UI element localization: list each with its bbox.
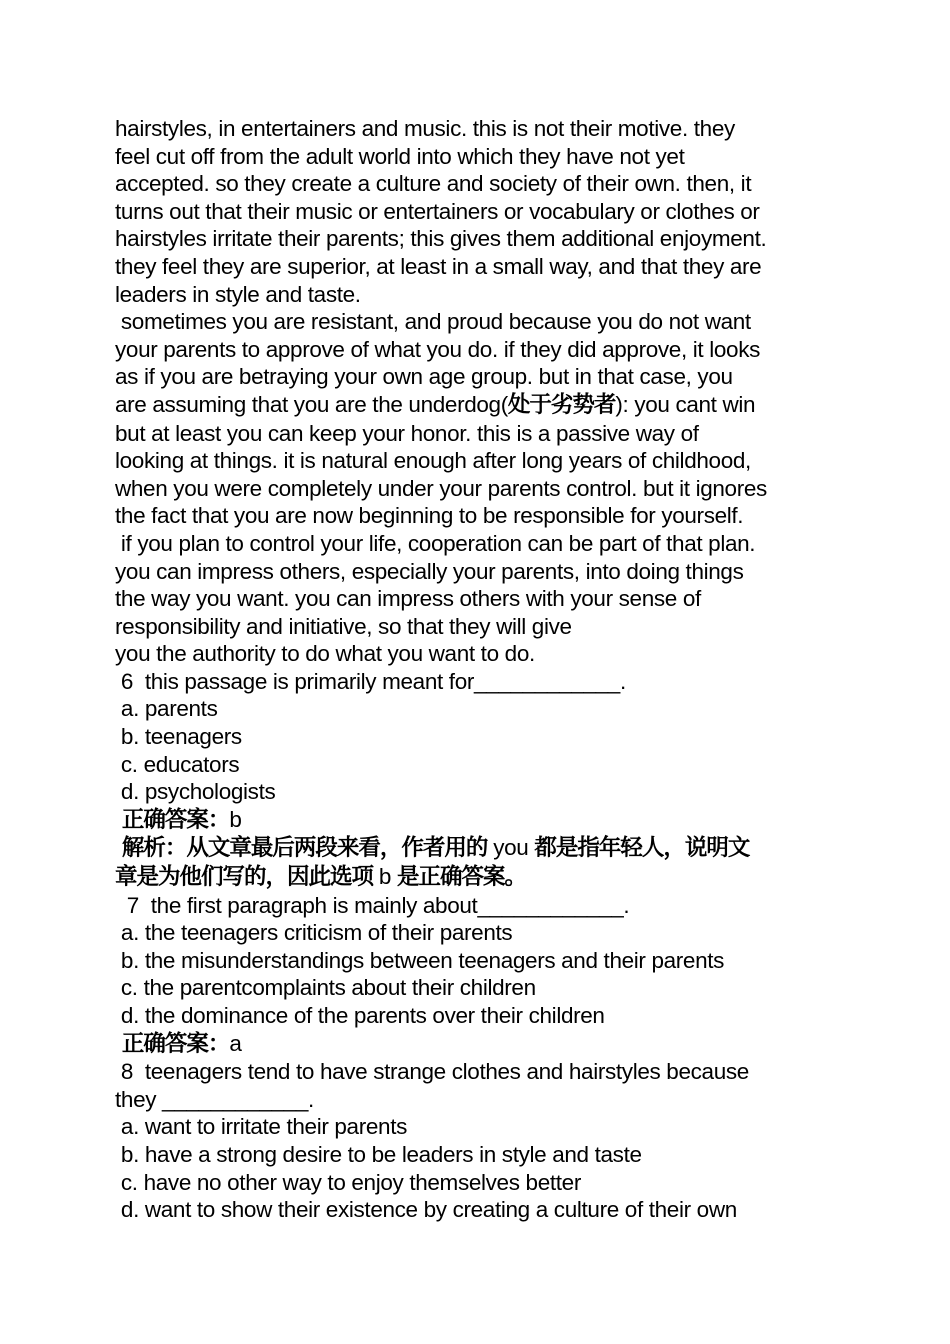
answer-label: 正确答案： bbox=[115, 1030, 230, 1057]
option-c: c. the parentcomplaints about their children bbox=[115, 975, 536, 1001]
text-line-underdog bbox=[115, 391, 845, 420]
text-line: sometimes you are resistant, and proud because you do not want bbox=[115, 309, 751, 335]
text-line: as if you are betraying your own age group. but in that case, you bbox=[115, 364, 733, 390]
text-line: you the authority to do what you want to do. bbox=[115, 641, 535, 667]
option-a: a. want to irritate their parents bbox=[115, 1114, 407, 1140]
question-8 bbox=[115, 1058, 845, 1224]
analysis-label: 解析：从文章最后两段来看，作者用的 bbox=[115, 835, 488, 862]
analysis-you: you bbox=[487, 835, 535, 861]
answer-line bbox=[115, 1030, 845, 1059]
analysis-line-1 bbox=[115, 834, 845, 863]
text-line: the fact that you are now beginning to be responsible for yourself. bbox=[115, 503, 744, 529]
option-a: a. parents bbox=[115, 696, 218, 722]
answer-value: b bbox=[229, 806, 242, 832]
paragraph-2 bbox=[115, 308, 845, 530]
option-c: c. educators bbox=[115, 751, 240, 777]
option-b: b. the misunderstandings between teenagers and their parents bbox=[115, 947, 725, 973]
option-c: c. have no other way to enjoy themselves better bbox=[115, 1169, 581, 1195]
answer-value: a bbox=[229, 1030, 242, 1056]
analysis-option-b: b bbox=[373, 864, 397, 890]
analysis-line-2 bbox=[115, 863, 845, 892]
text-line: you can impress others, especially your parents, into doing things bbox=[115, 558, 744, 584]
option-d: d. psychologists bbox=[115, 779, 276, 805]
text-line: when you were completely under your parents control. but it ignores bbox=[115, 475, 767, 501]
text-line: turns out that their music or entertainers or vocabulary or clothes or bbox=[115, 198, 760, 224]
analysis-text: 都是指年轻人，说明文 bbox=[534, 835, 750, 862]
option-d: d. want to show their existence by creating a culture of their own bbox=[115, 1197, 737, 1223]
question-stem: 6 this passage is primarily meant for____________. bbox=[115, 668, 626, 694]
answer-line bbox=[115, 806, 845, 835]
option-b: b. teenagers bbox=[115, 724, 242, 750]
text-line: looking at things. it is natural enough after long years of childhood, bbox=[115, 448, 751, 474]
text-line: but at least you can keep your honor. this is a passive way of bbox=[115, 420, 699, 446]
text-line: hairstyles, in entertainers and music. this is not their motive. they bbox=[115, 116, 735, 141]
analysis-text: 章是为他们写的，因此选项 bbox=[115, 864, 374, 891]
option-a: a. the teenagers criticism of their parents bbox=[115, 920, 513, 946]
underdog-chinese-gloss: 处于劣势者 bbox=[507, 391, 616, 418]
document-page bbox=[115, 115, 845, 1224]
text-line: if you plan to control your life, cooperation can be part of that plan. bbox=[115, 530, 756, 556]
option-d: d. the dominance of the parents over their children bbox=[115, 1003, 605, 1028]
question-6 bbox=[115, 668, 845, 892]
paragraph-1 bbox=[115, 115, 845, 308]
text-line: accepted. so they create a culture and society of their own. then, it bbox=[115, 171, 752, 197]
text-line: responsibility and initiative, so that they will give bbox=[115, 613, 572, 639]
analysis-text: 是正确答案。 bbox=[396, 864, 526, 891]
paragraph-3 bbox=[115, 530, 845, 668]
underdog-text-pre: are assuming that you are the underdog( bbox=[115, 391, 508, 417]
option-b: b. have a strong desire to be leaders in style and taste bbox=[115, 1141, 642, 1167]
text-line: hairstyles irritate their parents; this gives them additional enjoyment. bbox=[115, 226, 767, 252]
answer-label: 正确答案： bbox=[115, 806, 230, 833]
text-line: the way you want. you can impress others with your sense of bbox=[115, 586, 701, 612]
underdog-text-post: ): you cant win bbox=[615, 391, 756, 417]
question-stem: 7 the first paragraph is mainly about____________. bbox=[115, 892, 630, 918]
question-stem: they ____________. bbox=[115, 1086, 314, 1112]
text-line: feel cut off from the adult world into which they have not yet bbox=[115, 143, 685, 169]
question-stem: 8 teenagers tend to have strange clothes and hairstyles because bbox=[115, 1059, 749, 1085]
text-line: they feel they are superior, at least in a small way, and that they are bbox=[115, 253, 762, 279]
question-7 bbox=[115, 892, 845, 1059]
text-line: your parents to approve of what you do. if they did approve, it looks bbox=[115, 336, 760, 362]
text-line: leaders in style and taste. bbox=[115, 281, 361, 307]
